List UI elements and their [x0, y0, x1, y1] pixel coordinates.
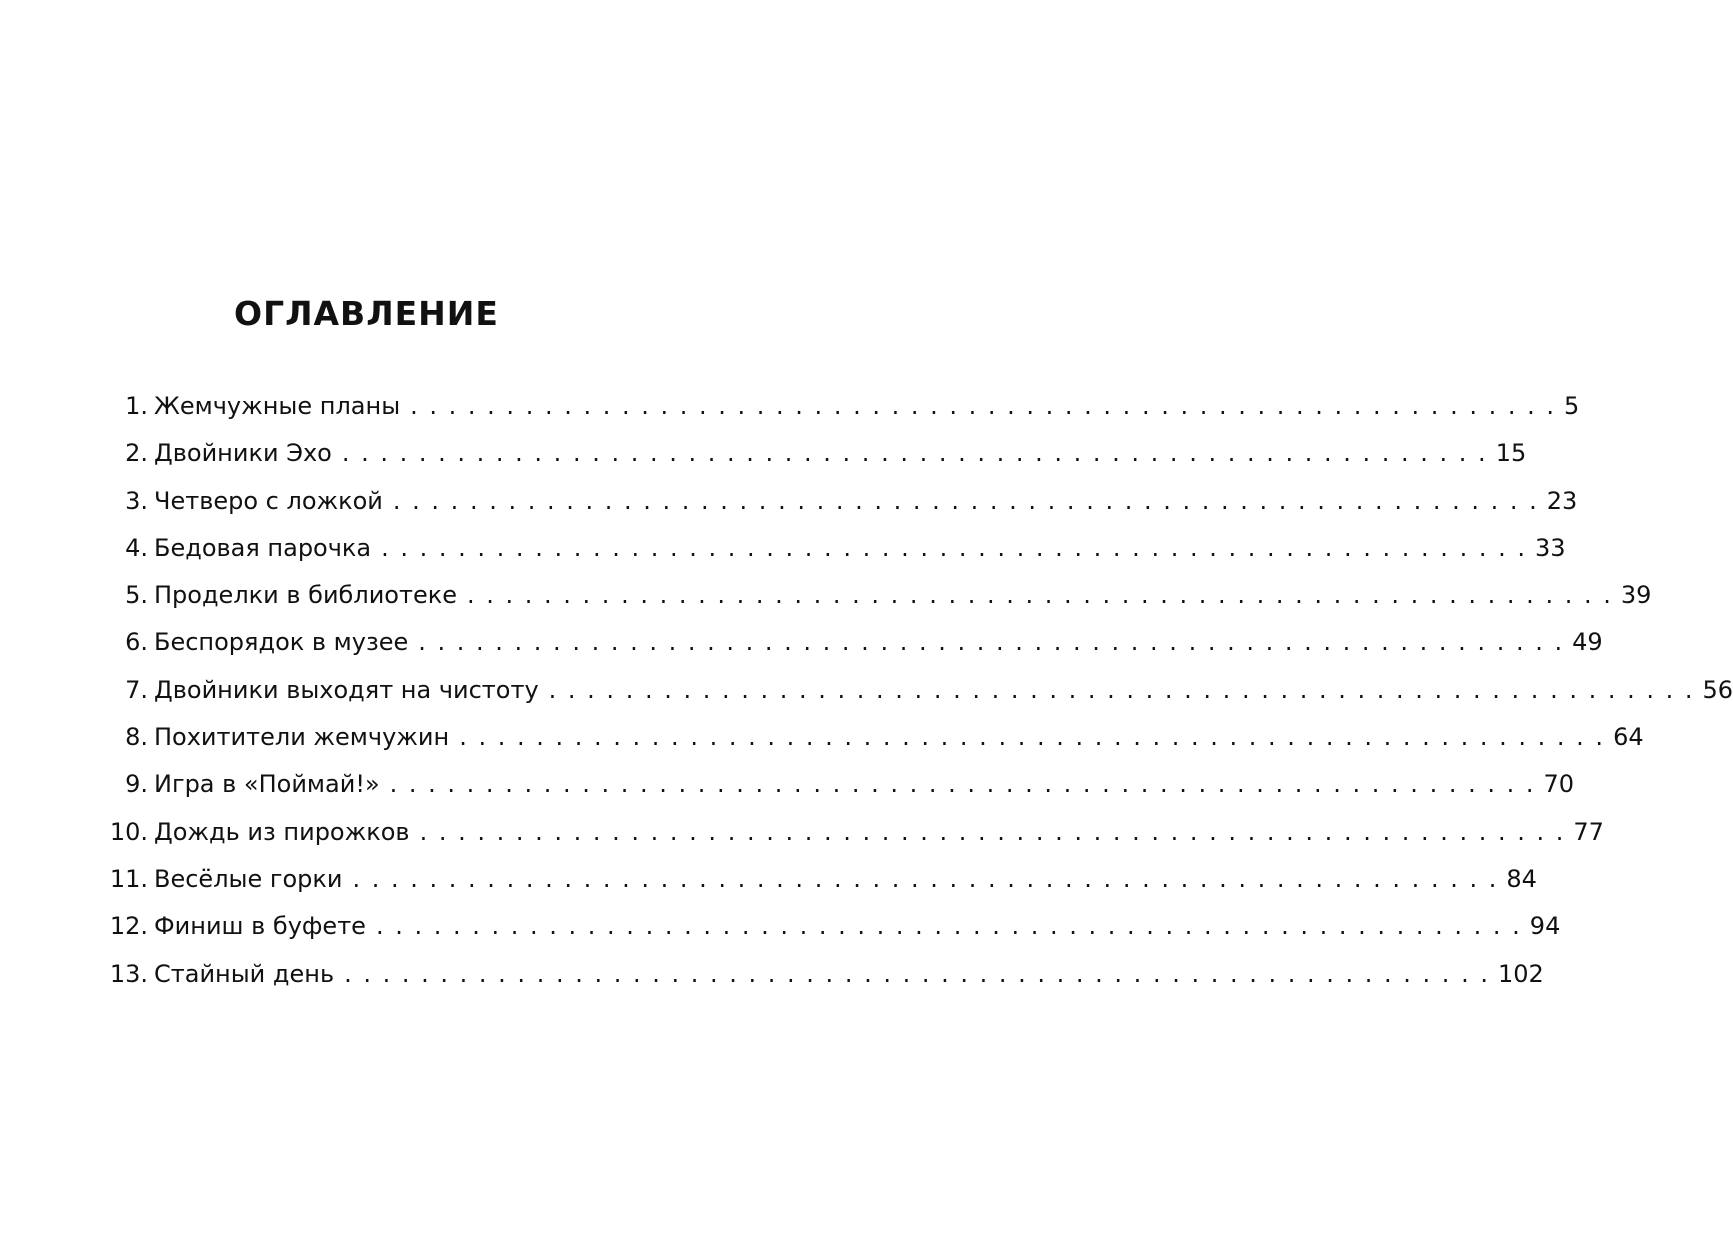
toc-entry-5[interactable]	[106, 581, 1652, 628]
entry-number: 7.	[125, 675, 148, 704]
entry-number: 5.	[125, 581, 148, 610]
entry-number: 10.	[109, 817, 148, 846]
entry-page: 64	[1613, 723, 1644, 752]
entry-title: Проделки в библиотеке	[154, 581, 457, 610]
entry-number: 6.	[125, 628, 148, 657]
entry-title: Беспорядок в музее	[154, 628, 409, 657]
entry-title: Дождь из пирожков	[154, 817, 410, 846]
leader-dots: . . . . . . . . . . . . . . . . . . . . . . . . . . . . . . . . . . . . . . . . . . . . . . . . . . . . . . . . . . . .	[381, 533, 1527, 562]
leader-dots: . . . . . . . . . . . . . . . . . . . . . . . . . . . . . . . . . . . . . . . . . . . . . . . . . . . . . . . . . . . .	[419, 817, 1566, 846]
leader-dots: . . . . . . . . . . . . . . . . . . . . . . . . . . . . . . . . . . . . . . . . . . . . . . . . . . . . . . . . . . . .	[392, 486, 1539, 515]
entry-page: 39	[1620, 581, 1652, 610]
toc-entry-11[interactable]	[106, 864, 1537, 912]
leader-dots: . . . . . . . . . . . . . . . . . . . . . . . . . . . . . . . . . . . . . . . . . . . . . . . . . . . . . . . . . . . .	[548, 675, 1695, 704]
entry-page: 49	[1572, 628, 1603, 657]
entry-title: Жемчужные планы	[154, 392, 401, 420]
entry-page: 94	[1529, 912, 1561, 941]
entry-number: 9.	[125, 770, 148, 799]
leader-dots: . . . . . . . . . . . . . . . . . . . . . . . . . . . . . . . . . . . . . . . . . . . . . . . . . . . . . . . . . . . .	[344, 959, 1490, 988]
toc-entry-8[interactable]	[106, 723, 1644, 770]
leader-dots: . . . . . . . . . . . . . . . . . . . . . . . . . . . . . . . . . . . . . . . . . . . . . . . . . . . . . . . . . . . .	[418, 628, 1565, 657]
entry-title: Игра в «Поймай!»	[154, 770, 380, 799]
leader-dots: . . . . . . . . . . . . . . . . . . . . . . . . . . . . . . . . . . . . . . . . . . . . . . . . . . . . . . . . . . . .	[341, 439, 1488, 468]
entry-title: Финиш в буфете	[154, 912, 366, 941]
leader-dots: . . . . . . . . . . . . . . . . . . . . . . . . . . . . . . . . . . . . . . . . . . . . . . . . . . . . . . . . . . . .	[459, 723, 1606, 752]
entry-title: Похитители жемчужин	[154, 723, 450, 752]
leader-dots: . . . . . . . . . . . . . . . . . . . . . . . . . . . . . . . . . . . . . . . . . . . . . . . . . . . . . . . . . . . .	[410, 392, 1556, 420]
toc-entry-10[interactable]	[106, 817, 1604, 865]
entry-page: 84	[1506, 864, 1537, 893]
entry-page: 15	[1495, 439, 1527, 468]
toc-entry-13[interactable]	[106, 959, 1544, 1007]
toc-heading: ОГЛАВЛЕНИЕ	[234, 294, 499, 333]
entry-title: Стайный день	[154, 959, 335, 988]
toc-entry-7[interactable]	[106, 675, 1733, 723]
toc-entry-12[interactable]	[106, 912, 1561, 959]
entry-title: Бедовая парочка	[154, 533, 372, 562]
leader-dots: . . . . . . . . . . . . . . . . . . . . . . . . . . . . . . . . . . . . . . . . . . . . . . . . . . . . . . . . . . . .	[467, 581, 1613, 610]
entry-number: 4.	[125, 533, 148, 562]
entry-page: 70	[1543, 770, 1575, 799]
entry-title: Весёлые горки	[154, 864, 343, 893]
toc-entry-6[interactable]	[106, 628, 1603, 675]
entry-page: 5	[1563, 392, 1580, 420]
entry-number: 11.	[109, 864, 148, 893]
toc-entry-4[interactable]	[106, 533, 1566, 581]
toc-entry-1[interactable]	[106, 392, 1580, 439]
toc-entry-2[interactable]	[106, 439, 1527, 486]
leader-dots: . . . . . . . . . . . . . . . . . . . . . . . . . . . . . . . . . . . . . . . . . . . . . . . . . . . . . . . . . . . .	[375, 912, 1522, 941]
entry-number: 12.	[109, 912, 148, 941]
entry-page: 23	[1546, 486, 1578, 515]
entry-number: 13.	[109, 959, 148, 988]
toc-entry-9[interactable]	[106, 770, 1575, 817]
entry-page: 102	[1497, 959, 1544, 988]
entry-page: 56	[1702, 675, 1733, 704]
entry-title: Двойники выходят на чистоту	[154, 675, 539, 704]
entry-title: Четверо с ложкой	[154, 486, 383, 515]
entry-title: Двойники Эхо	[154, 439, 332, 468]
entry-page: 33	[1534, 533, 1566, 562]
entry-number: 8.	[125, 723, 148, 752]
leader-dots: . . . . . . . . . . . . . . . . . . . . . . . . . . . . . . . . . . . . . . . . . . . . . . . . . . . . . . . . . . . .	[389, 770, 1536, 799]
entry-number: 2.	[125, 439, 148, 468]
entry-number: 1.	[125, 392, 148, 420]
entry-page: 77	[1573, 817, 1604, 846]
entry-number: 3.	[125, 486, 148, 515]
leader-dots: . . . . . . . . . . . . . . . . . . . . . . . . . . . . . . . . . . . . . . . . . . . . . . . . . . . . . . . . . . . .	[352, 864, 1499, 893]
table-of-contents	[106, 392, 1733, 1007]
toc-entry-3[interactable]	[106, 486, 1578, 534]
